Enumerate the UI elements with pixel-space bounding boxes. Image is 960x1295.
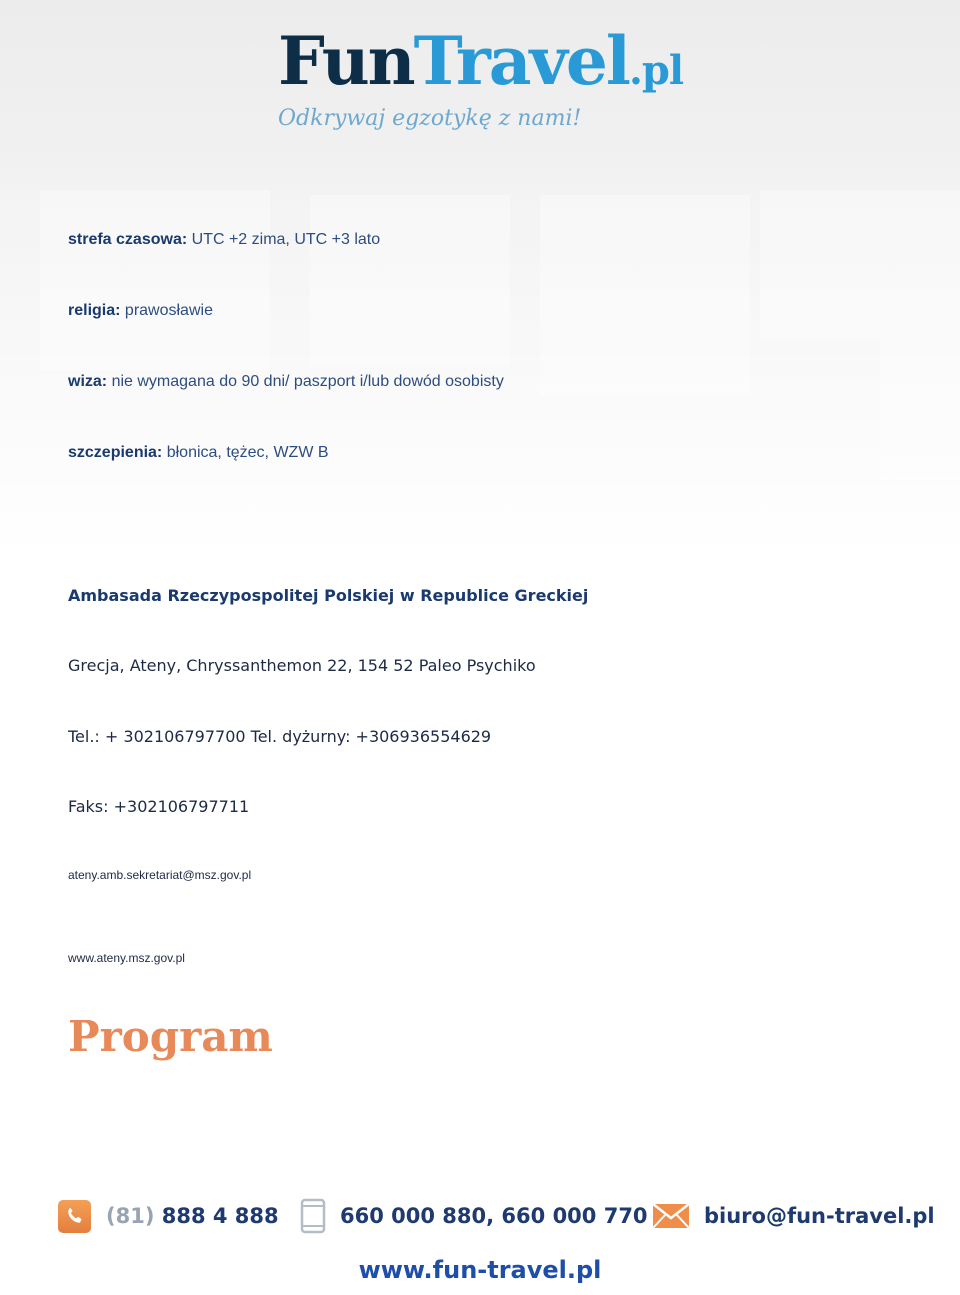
embassy-title: Ambasada Rzeczypospolitej Polskiej w Republice Greckiej xyxy=(68,586,589,605)
info-value: błonica, tężec, WZW B xyxy=(166,444,329,461)
info-label: strefa czasowa: xyxy=(68,231,188,248)
footer-website[interactable]: www.fun-travel.pl xyxy=(358,1256,602,1284)
footer-phone[interactable] xyxy=(58,1196,279,1236)
footer-email[interactable] xyxy=(652,1196,935,1236)
funtravel-logo xyxy=(278,22,683,131)
info-value: prawosławie xyxy=(124,302,213,319)
email-address: biuro@fun-travel.pl xyxy=(704,1204,935,1228)
embassy-website[interactable]: www.ateny.msz.gov.pl xyxy=(68,951,185,965)
logo-tagline: Odkrywaj egzotykę z nami! xyxy=(278,106,582,131)
info-religion xyxy=(68,302,213,320)
info-value: nie wymagana do 90 dni/ paszport i/lub dowód osobisty xyxy=(111,373,504,390)
embassy-phones: Tel.: + 302106797700 Tel. dyżurny: +306936554629 xyxy=(68,727,492,746)
info-value: UTC +2 zima, UTC +3 lato xyxy=(191,231,381,248)
logo-pl: .pl xyxy=(628,47,684,94)
phone-prefix: (81) xyxy=(106,1204,155,1228)
mobile-numbers: 660 000 880, 660 000 770 xyxy=(340,1204,648,1228)
phone-number: 888 4 888 xyxy=(161,1204,279,1228)
info-label: religia: xyxy=(68,302,121,319)
phone-icon xyxy=(58,1200,91,1233)
logo-travel: Travel xyxy=(413,22,629,100)
envelope-icon xyxy=(652,1203,690,1229)
info-vaccinations xyxy=(68,444,329,462)
footer-mobile[interactable] xyxy=(300,1196,648,1236)
info-visa xyxy=(68,373,504,391)
program-heading: Program xyxy=(68,1012,273,1061)
mobile-icon xyxy=(300,1198,326,1234)
logo-fun: Fun xyxy=(278,22,414,100)
embassy-email[interactable]: ateny.amb.sekretariat@msz.gov.pl xyxy=(68,868,252,882)
info-label: szczepienia: xyxy=(68,444,163,461)
info-label: wiza: xyxy=(68,373,108,390)
embassy-fax: Faks: +302106797711 xyxy=(68,797,250,816)
embassy-address: Grecja, Ateny, Chryssanthemon 22, 154 52 Paleo Psychiko xyxy=(68,656,536,675)
info-timezone xyxy=(68,231,380,249)
